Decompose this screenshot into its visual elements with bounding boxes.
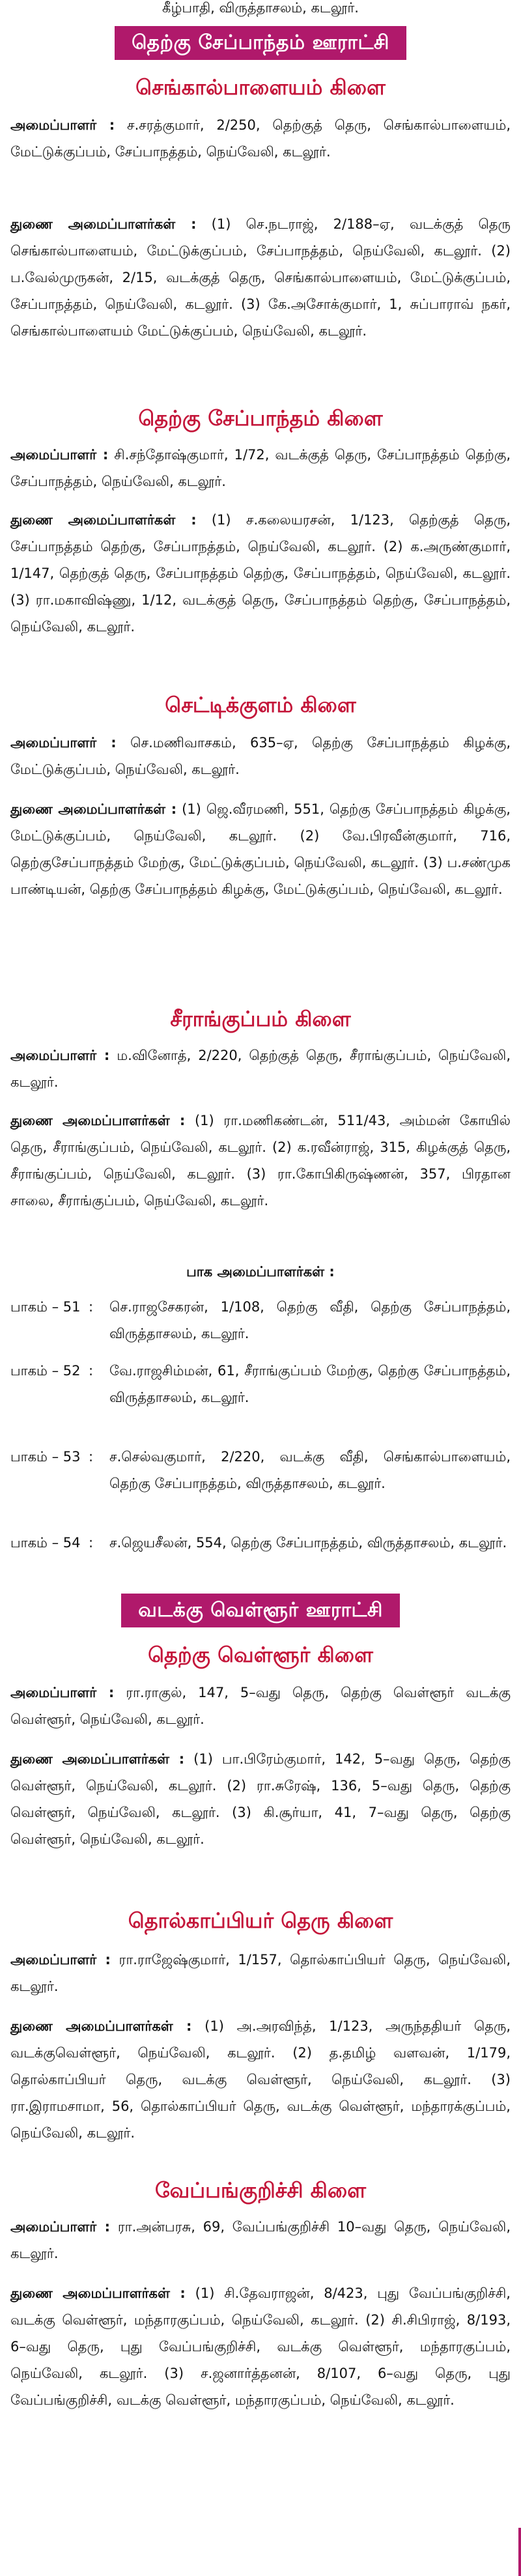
organizer-text: ம.வினோத், 2/220, தெற்குத் தெரு, சீராங்குப்பம், நெய்வேலி, கடலூர். bbox=[10, 1048, 511, 1090]
deputy-text: (1) செ.நடராஜ், 2/188–ஏ, வடக்குத் தெரு செங்கால்பாளையம், மேட்டுக்குப்பம், சேப்பாநத்தம், நெய்வேலி, கடலூர். (2) ப.வேல்முருகன், 2/15, வடக்குத் தெரு, செங்கால்பாளையம், மேட்டுக்குப்பம், சேப்பாநத்தம், நெய்வேலி, கடலூர். (3) கே.அசோக்குமார், 1, சுப்பாராவ் நகர், செங்கால்பாளையம் மேட்டுக்குப்பம், நெய்வேலி, கடலூர். bbox=[10, 216, 511, 339]
organizer-text: ரா.ராஜேஷ்குமார், 1/157, தொல்காப்பியர் தெரு, நெய்வேலி, கடலூர். bbox=[10, 1952, 511, 1994]
branch-title: செட்டிக்குளம் கிளை bbox=[165, 693, 356, 717]
deputy-label: துணை அமைப்பாளர்கள் : bbox=[10, 1751, 185, 1767]
part-label: பாகம் – 53 bbox=[10, 1449, 81, 1465]
organizer-entry bbox=[10, 442, 511, 495]
part-text: ச.ஜெயசீலன், 554, தெற்கு சேப்பாநத்தம், விருத்தாசலம், கடலூர். bbox=[109, 1535, 507, 1551]
organizer-label: அமைப்பாளர் : bbox=[10, 1952, 111, 1968]
header-fragment: கீழ்பாதி, விருத்தாசலம், கடலூர். bbox=[162, 0, 359, 16]
part-text: வே.ராஜசிம்மன், 61, சீராங்குப்பம் மேற்கு, தெற்கு சேப்பாநத்தம், விருத்தாசலம், கடலூர். bbox=[109, 1363, 511, 1405]
deputy-text: (1) ச.கலையரசன், 1/123, தெற்குத் தெரு, சேப்பாநத்தம் தெற்கு, சேப்பாநத்தம், நெய்வேலி, கடலூர். (2) க.அருண்குமார், 1/147, தெற்குத் தெரு, சேப்பாநத்தம் தெற்கு, சேப்பாநத்தம், நெய்வேலி, கடலூர். (3) ரா.மகாவிஷ்ணு, 1/12, வடக்குத் தெரு, சேப்பாநத்தம் தெற்கு, சேப்பாநத்தம், நெய்வேலி, கடலூர். bbox=[10, 512, 511, 635]
panchayat-title: வடக்கு வெள்ளூர் ஊராட்சி bbox=[121, 1594, 400, 1627]
deputy-text: (1) ரா.மணிகண்டன், 511/43, அம்மன் கோயில் தெரு, சீராங்குப்பம், நெய்வேலி, கடலூர். (2) க.ரவீன்ராஜ், 315, கிழக்குத் தெரு, சீராங்குப்பம், நெய்வேலி, கடலூர். (3) ரா.கோபிகிருஷ்ணன், 357, பிரதான சாலை, சீராங்குப்பம், நெய்வேலி, கடலூர். bbox=[10, 1113, 511, 1209]
frame-edge bbox=[518, 2528, 521, 2576]
newspaper-column: கீழ்பாதி, விருத்தாசலம், கடலூர். தெற்கு சேப்பாந்தம் ஊராட்சி செங்கால்பாளையம் கிளை அமைப்பாளர் : ச.சரத்குமார், 2/250, தெற்குத் தெரு, செங்கால்பாளையம், மேட்டுக்குப்பம், சேப்பாநத்தம், நெய்வேலி, கடலூர். துணை அமைப்பாளர்கள் : (1) செ.நடராஜ், 2/188–ஏ, வடக்குத் தெரு செங்கால்பாளையம், மேட்டுக்குப்பம், சேப்பாநத்தம், நெய்வேலி, கடலூர். (2) ப.வேல்முருகன், 2/15, வடக்குத் தெரு, செங்கால்பாளையம், மேட்டுக்குப்பம், சேப்பாநத்தம், நெய்வேலி, கடலூர். (3) கே.அசோக்குமார், 1, சுப்பாராவ் நகர், செங்கால்பாளையம் மேட்டுக்குப்பம், நெய்வேலி, கடலூர். தெற்கு சேப்பாந்தம் கிளை அமைப்பாளர் : சி.சந்தோஷ்குமார், 1/72, வடக்குத் தெரு, சேப்பாநத்தம் தெற்கு, சேப்பாநத்தம், நெய்வேலி, கடலூர். துணை அமைப்பாளர்கள் : (1) ச.கலையரசன், 1/123, தெற்குத் தெரு, சேப்பாநத்தம் தெற்கு, சேப்பாநத்தம், நெய்வேலி, கடலூர். (2) க.அருண்குமார், 1/147, தெற்குத் தெரு, சேப்பாநத்தம் தெற்கு, சேப்பாநத்தம், நெய்வேலி, கடலூர். (3) ரா.மகாவிஷ்ணு, 1/12, வடக்குத் தெரு, சேப்பாநத்தம் தெற்கு, சேப்பாநத்தம், நெய்வேலி, கடலூர். செட்டிக்குளம் கிளை அமைப்பாளர் : செ.மணிவாசகம், 635–ஏ, தெற்கு சேப்பாநத்தம் கிழக்கு, மேட்டுக்குப்பம், நெய்வேலி, கடலூர். துணை அமைப்பாளர்கள் : (1) ஜெ.வீரமணி, 551, தெற்கு சேப்பாநத்தம் கிழக்கு, மேட்டுக்குப்பம், நெய்வேலி, கடலூர். (2) வே.பிரவீன்குமார், 716, தெற்குசேப்பாநத்தம் மேற்கு, மேட்டுக்குப்பம், நெய்வேலி, கடலூர். (3) ப.சண்முக பாண்டியன், தெற்கு சேப்பாநத்தம் கிழக்கு, மேட்டுக்குப்பம், நெய்வேலி, கடலூர். சீராங்குப்பம் கிளை அமைப்பாளர் : ம.வினோத், 2/220, தெற்குத் தெரு, சீராங்குப்பம், நெய்வேலி, கடலூர். துணை அமைப்பாளர்கள் : (1) ரா.மணிகண்டன், 511/43, அம்மன் கோயில் தெரு, சீராங்குப்பம், நெய்வேலி, கடலூர். (2) க.ரவீன்ராஜ், 315, கிழக்குத் தெரு, சீராங்குப்பம், நெய்வேலி, கடலூர். (3) ரா.கோபிகிருஷ்ணன், 357, பிரதான சாலை, சீராங்குப்பம், நெய்வேலி, கடலூர். பாக அமைப்பாளர்கள் : பாகம் – 51 : செ.ராஜசேகரன், 1/108, தெற்கு வீதி, தெற்கு சேப்பாநத்தம், விருத்தாசலம், கடலூர். பாகம் – 52 : வே.ராஜசிம்மன், 61, சீராங்குப்பம் மேற்கு, தெற்கு சேப்பாநத்தம், விருத்தாசலம், கடலூர். பாகம் – 53 : ச.செல்வகுமார், 2/220, வடக்கு வீதி, செங்கால்பாளையம், தெற்கு சேப்பாநத்தம், விருத்தாசலம், கடலூர். பாகம் – 54 : ச.ஜெயசீலன், 554, தெற்கு சேப்பாநத்தம், விருத்தாசலம், கடலூர். வடக்கு வெள்ளூர் ஊராட்சி தெற்கு வெள்ளூர் கிளை அமைப்பாளர் : ரா.ராகுல், 147, 5–வது தெரு, தெற்கு வெள்ளூர் வடக்கு வெள்ளூர், நெய்வேலி, கடலூர். துணை அமைப்பாளர்கள் : (1) பா.பிரேம்குமார், 142, 5–வது தெரு, தெற்கு வெள்ளூர், நெய்வேலி, கடலூர். (2) ரா.சுரேஷ், 136, 5–வது தெரு, தெற்கு வெள்ளூர், நெய்வேலி, கடலூர். (3) கி.சூர்யா, 41, 7–வது தெரு, தெற்கு வெள்ளூர், நெய்வேலி, கடலூர். தொல்காப்பியர் தெரு கிளை அமைப்பாளர் : ரா.ராஜேஷ்குமார், 1/157, தொல்காப்பியர் தெரு, நெய்வேலி, கடலூர். துணை அமைப்பாளர்கள் : (1) அ.அரவிந்த், 1/123, அருந்ததியர் தெரு, வடக்குவெள்ளூர், நெய்வேலி, கடலூர். (2) த.தமிழ் வளவன், 1/179, தொல்காப்பியர் தெரு, வடக்கு வெள்ளூர், நெய்வேலி, கடலூர். (3) ரா.இராமசாமா, 56, தொல்காப்பியர் தெரு, வடக்கு வெள்ளூர், மந்தாரக்குப்பம், நெய்வேலி, கடலூர். வேப்பங்குறிச்சி கிளை அமைப்பாளர் : ரா.அன்பரசு, 69, வேப்பங்குறிச்சி 10–வது தெரு, நெய்வேலி, கடலூர். துணை அமைப்பாளர்கள் : (1) சி.தேவராஜன், 8/423, புது வேப்பங்குறிச்சி, வடக்கு வெள்ளூர், மந்தாரகுப்பம், நெய்வேலி, கடலூர். (2) சி.சிபிராஜ், 8/193, 6–வது தெரு, புது வேப்பங்குறிச்சி, வடக்கு வெள்ளூர், மந்தாரகுப்பம், நெய்வேலி, கடலூர். (3) ச.ஜனார்த்தனன், 8/107, 6–வது தெரு, புது வேப்பங்குறிச்சி, வடக்கு வெள்ளூர், மந்தாரகுப்பம், நெய்வேலி, கடலூர். bbox=[0, 0, 521, 2576]
deputy-entry bbox=[10, 211, 511, 345]
organizer-text: ச.சரத்குமார், 2/250, தெற்குத் தெரு, செங்கால்பாளையம், மேட்டுக்குப்பம், சேப்பாநத்தம், நெய்வேலி, கடலூர். bbox=[10, 117, 511, 160]
deputy-entry bbox=[10, 796, 511, 903]
organizer-label: அமைப்பாளர் : bbox=[10, 447, 109, 463]
organizer-text: ரா.ராகுல், 147, 5–வது தெரு, தெற்கு வெள்ளூர் வடக்கு வெள்ளூர், நெய்வேலி, கடலூர். bbox=[10, 1685, 511, 1727]
deputy-entry bbox=[10, 2013, 511, 2147]
organizer-entry bbox=[10, 1947, 511, 2000]
parts-heading: பாக அமைப்பாளர்கள் : bbox=[186, 1264, 335, 1280]
panchayat-banner bbox=[0, 1594, 521, 1627]
deputy-label: துணை அமைப்பாளர்கள் : bbox=[10, 1113, 186, 1128]
organizer-entry bbox=[10, 1042, 511, 1096]
deputy-text: (1) பா.பிரேம்குமார், 142, 5–வது தெரு, தெற்கு வெள்ளூர், நெய்வேலி, கடலூர். (2) ரா.சுரேஷ், 136, 5–வது தெரு, தெற்கு வெள்ளூர், நெய்வேலி, கடலூர். (3) கி.சூர்யா, 41, 7–வது தெரு, தெற்கு வெள்ளூர், நெய்வேலி, கடலூர். bbox=[10, 1751, 511, 1847]
organizer-text: செ.மணிவாசகம், 635–ஏ, தெற்கு சேப்பாநத்தம் கிழக்கு, மேட்டுக்குப்பம், நெய்வேலி, கடலூர். bbox=[10, 735, 511, 777]
deputy-label: துணை அமைப்பாளர்கள் : bbox=[10, 512, 197, 528]
panchayat-banner bbox=[0, 26, 521, 60]
deputy-entry bbox=[10, 507, 511, 640]
branch-title: சீராங்குப்பம் கிளை bbox=[170, 1007, 351, 1031]
part-text: செ.ராஜசேகரன், 1/108, தெற்கு வீதி, தெற்கு சேப்பாநத்தம், விருத்தாசலம், கடலூர். bbox=[109, 1299, 511, 1341]
organizer-label: அமைப்பாளர் : bbox=[10, 1048, 110, 1063]
organizer-entry bbox=[10, 2214, 511, 2267]
organizer-text: ரா.அன்பரசு, 69, வேப்பங்குறிச்சி 10–வது தெரு, நெய்வேலி, கடலூர். bbox=[10, 2219, 511, 2261]
branch-title: தெற்கு சேப்பாந்தம் கிளை bbox=[138, 406, 383, 431]
organizer-entry bbox=[10, 730, 511, 783]
branch-title: வேப்பங்குறிச்சி கிளை bbox=[154, 2178, 367, 2203]
deputy-text: (1) ஜெ.வீரமணி, 551, தெற்கு சேப்பாநத்தம் கிழக்கு, மேட்டுக்குப்பம், நெய்வேலி, கடலூர். (2) வே.பிரவீன்குமார், 716, தெற்குசேப்பாநத்தம் மேற்கு, மேட்டுக்குப்பம், நெய்வேலி, கடலூர். (3) ப.சண்முக பாண்டியன், தெற்கு சேப்பாநத்தம் கிழக்கு, மேட்டுக்குப்பம், நெய்வேலி, கடலூர். bbox=[10, 801, 511, 897]
deputy-label: துணை அமைப்பாளர்கள் : bbox=[10, 216, 197, 232]
deputy-text: (1) அ.அரவிந்த், 1/123, அருந்ததியர் தெரு, வடக்குவெள்ளூர், நெய்வேலி, கடலூர். (2) த.தமிழ் வளவன், 1/179, தொல்காப்பியர் தெரு, வடக்கு வெள்ளூர், நெய்வேலி, கடலூர். (3) ரா.இராமசாமா, 56, தொல்காப்பியர் தெரு, வடக்கு வெள்ளூர், மந்தாரக்குப்பம், நெய்வேலி, கடலூர். bbox=[10, 2018, 511, 2141]
panchayat-title: தெற்கு சேப்பாந்தம் ஊராட்சி bbox=[115, 26, 406, 60]
part-text: ச.செல்வகுமார், 2/220, வடக்கு வீதி, செங்கால்பாளையம், தெற்கு சேப்பாநத்தம், விருத்தாசலம், கடலூர். bbox=[109, 1449, 511, 1491]
deputy-entry bbox=[10, 1746, 511, 1853]
organizer-label: அமைப்பாளர் : bbox=[10, 117, 115, 133]
deputy-entry bbox=[10, 1108, 511, 1214]
organizer-label: அமைப்பாளர் : bbox=[10, 2219, 111, 2235]
branch-title: செங்கால்பாளையம் கிளை bbox=[135, 75, 386, 100]
organizer-text: சி.சந்தோஷ்குமார், 1/72, வடக்குத் தெரு, சேப்பாநத்தம் தெற்கு, சேப்பாநத்தம், நெய்வேலி, கடலூர். bbox=[10, 447, 511, 489]
part-label: பாகம் – 51 bbox=[10, 1299, 81, 1315]
deputy-label: துணை அமைப்பாளர்கள் : bbox=[10, 2018, 192, 2034]
branch-title: தெற்கு வெள்ளூர் கிளை bbox=[148, 1642, 373, 1667]
deputy-entry bbox=[10, 2280, 511, 2414]
deputy-text: (1) சி.தேவராஜன், 8/423, புது வேப்பங்குறிச்சி, வடக்கு வெள்ளூர், மந்தாரகுப்பம், நெய்வேலி, கடலூர். (2) சி.சிபிராஜ், 8/193, 6–வது தெரு, புது வேப்பங்குறிச்சி, வடக்கு வெள்ளூர், மந்தாரகுப்பம், நெய்வேலி, கடலூர். (3) ச.ஜனார்த்தனன், 8/107, 6–வது தெரு, புது வேப்பங்குறிச்சி, வடக்கு வெள்ளூர், மந்தாரகுப்பம், நெய்வேலி, கடலூர். bbox=[10, 2285, 511, 2408]
deputy-label: துணை அமைப்பாளர்கள் : bbox=[10, 2285, 186, 2301]
part-label: பாகம் – 54 bbox=[10, 1535, 81, 1551]
organizer-entry bbox=[10, 1680, 511, 1733]
organizer-entry bbox=[10, 112, 511, 165]
organizer-label: அமைப்பாளர் : bbox=[10, 735, 117, 751]
branch-title: தொல்காப்பியர் தெரு கிளை bbox=[128, 1908, 393, 1933]
organizer-label: அமைப்பாளர் : bbox=[10, 1685, 115, 1700]
deputy-label: துணை அமைப்பாளர்கள் : bbox=[10, 801, 177, 817]
part-label: பாகம் – 52 bbox=[10, 1363, 81, 1379]
